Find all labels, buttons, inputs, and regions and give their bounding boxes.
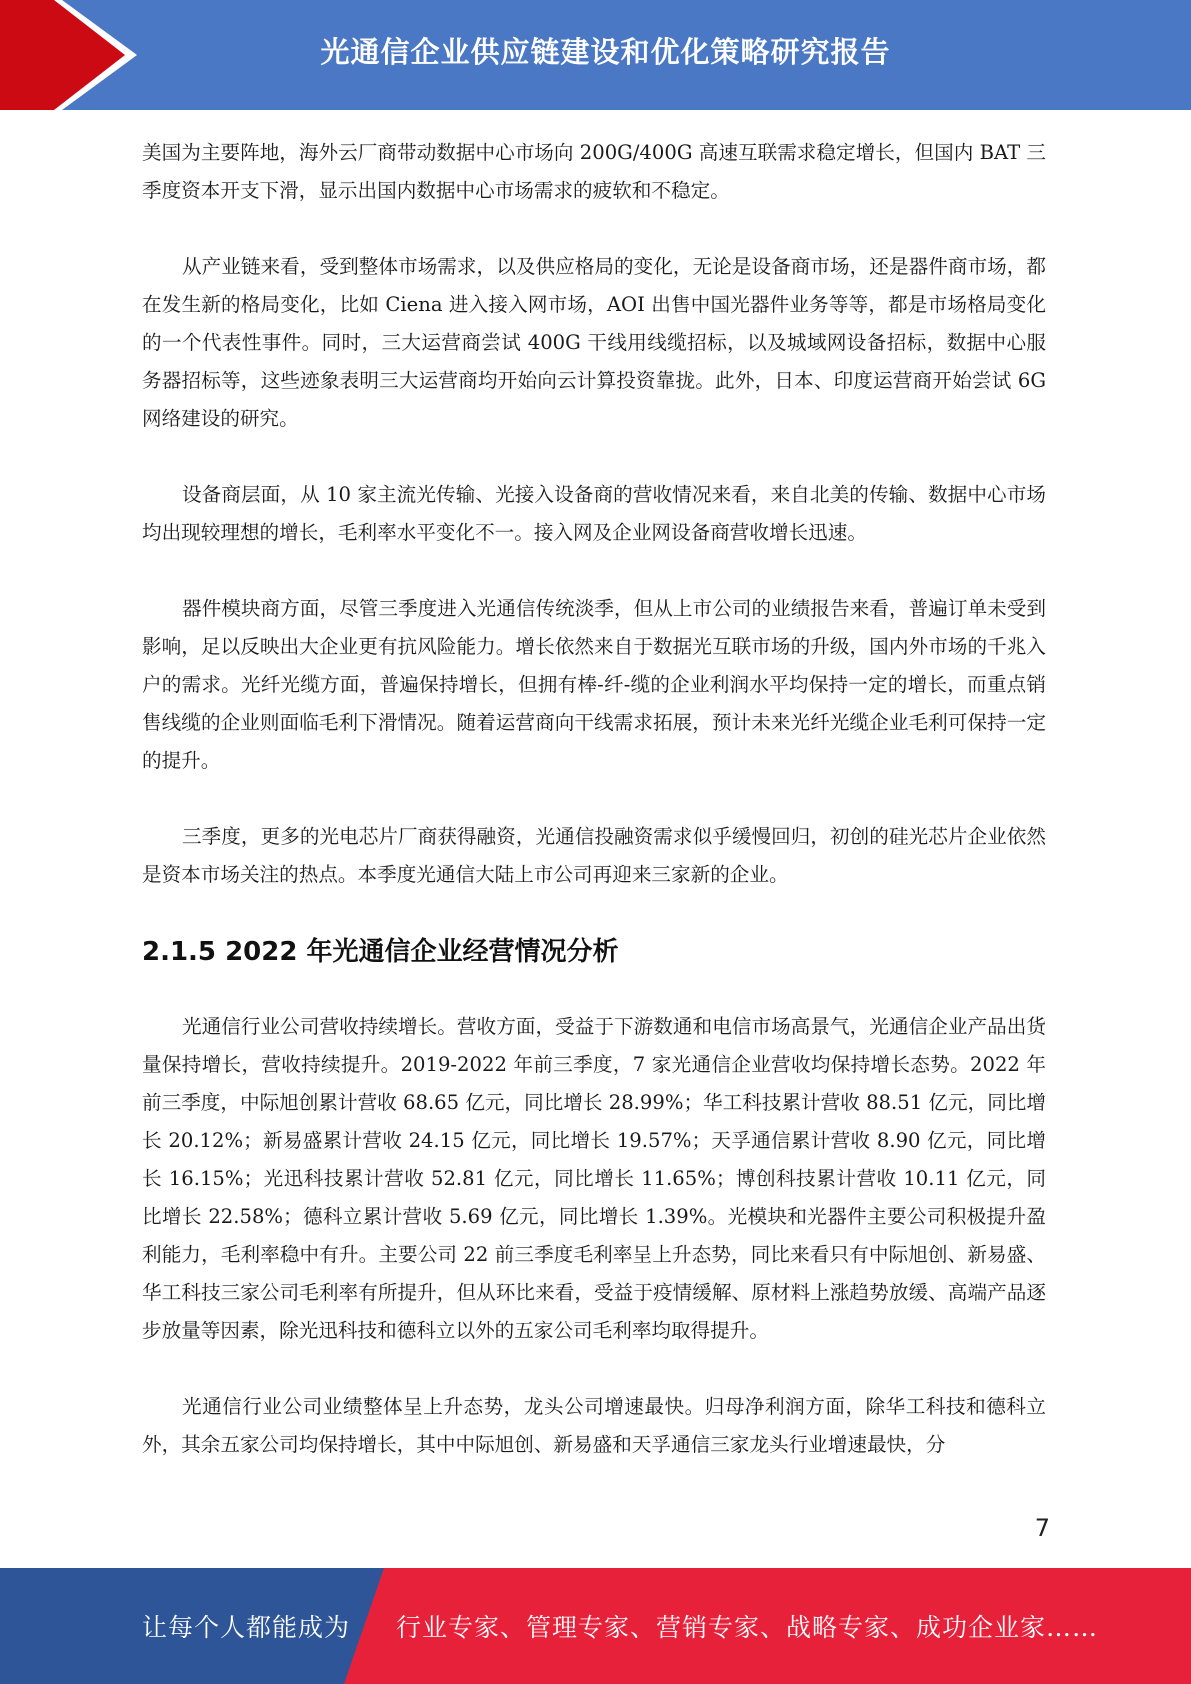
footer-slogan-left: 让每个人都能成为 (142, 1613, 351, 1642)
report-title: 光通信企业供应链建设和优化策略研究报告 (320, 34, 891, 69)
paragraph: 光通信行业公司业绩整体呈上升态势，龙头公司增速最快。归母净利润方面，除华工科技和德科立外，其余五家公司均保持增长，其中中际旭创、新易盛和天孚通信三家龙头行业增速最快，分 (142, 1395, 1046, 1456)
section-heading: 2.1.5 2022 年光通信企业经营情况分析 (142, 937, 619, 967)
paragraph: 美国为主要阵地，海外云厂商带动数据中心市场向 200G/400G 高速互联需求稳定增长，但国内 BAT 三季度资本开支下滑，显示出国内数据中心市场需求的疲软和不稳定。 (142, 141, 1046, 202)
paragraph: 从产业链来看，受到整体市场需求，以及供应格局的变化，无论是设备商市场，还是器件商市场，都在发生新的格局变化，比如 Ciena 进入接入网市场，AOI 出售中国光器件业务等等，都是市场格局变化的一个代表性事件。同时，三大运营商尝试 400G 干线用线缆招标，以及城域网设备招标，数据中心服务器招标等，这些迹象表明三大运营商均开始向云计算投资靠拢。此外，日本、印度运营商开始尝试 6G 网络建设的研究。 (142, 255, 1046, 430)
header-arrow-decoration (0, 0, 150, 110)
paragraph: 设备商层面，从 10 家主流光传输、光接入设备商的营收情况来看，来自北美的传输、数据中心市场均出现较理想的增长，毛利率水平变化不一。接入网及企业网设备商营收增长迅速。 (142, 483, 1046, 544)
page-footer (0, 1568, 1191, 1684)
document-body (142, 134, 1046, 1502)
page-header (0, 0, 1191, 110)
footer-slogan-right: 行业专家、管理专家、营销专家、战略专家、成功企业家…… (396, 1613, 1099, 1642)
paragraph: 光通信行业公司营收持续增长。营收方面，受益于下游数通和电信市场高景气，光通信企业产品出货量保持增长，营收持续提升。2019-2022 年前三季度，7 家光通信企业营收均保持增长态势。2022 年前三季度，中际旭创累计营收 68.65 亿元，同比增长 28.99%；华工科技累计营收 88.51 亿元，同比增长 20.12%；新易盛累计营收 24.15 亿元，同比增长 19.57%；天孚通信累计营收 8.90 亿元，同比增长 16.15%；光迅科技累计营收 52.81 亿元，同比增长 11.65%；博创科技累计营收 10.11 亿元，同比增长 22.58%；德科立累计营收 5.69 亿元，同比增长 1.39%。光模块和光器件主要公司积极提升盈利能力，毛利率稳中有升。主要公司 22 前三季度毛利率呈上升态势，同比来看只有中际旭创、新易盛、华工科技三家公司毛利率有所提升，但从环比来看，受益于疫情缓解、原材料上涨趋势放缓、高端产品逐步放量等因素，除光迅科技和德科立以外的五家公司毛利率均取得提升。 (142, 1015, 1046, 1342)
page-number: 7 (1034, 1514, 1050, 1542)
paragraph: 器件模块商方面，尽管三季度进入光通信传统淡季，但从上市公司的业绩报告来看，普遍订单未受到影响，足以反映出大企业更有抗风险能力。增长依然来自于数据光互联市场的升级，国内外市场的千兆入户的需求。光纤光缆方面，普遍保持增长，但拥有棒-纤-缆的企业利润水平均保持一定的增长，而重点销售线缆的企业则面临毛利下滑情况。随着运营商向干线需求拓展，预计未来光纤光缆企业毛利可保持一定的提升。 (142, 597, 1046, 772)
paragraph: 三季度，更多的光电芯片厂商获得融资，光通信投融资需求似乎缓慢回归，初创的硅光芯片企业依然是资本市场关注的热点。本季度光通信大陆上市公司再迎来三家新的企业。 (142, 825, 1046, 886)
